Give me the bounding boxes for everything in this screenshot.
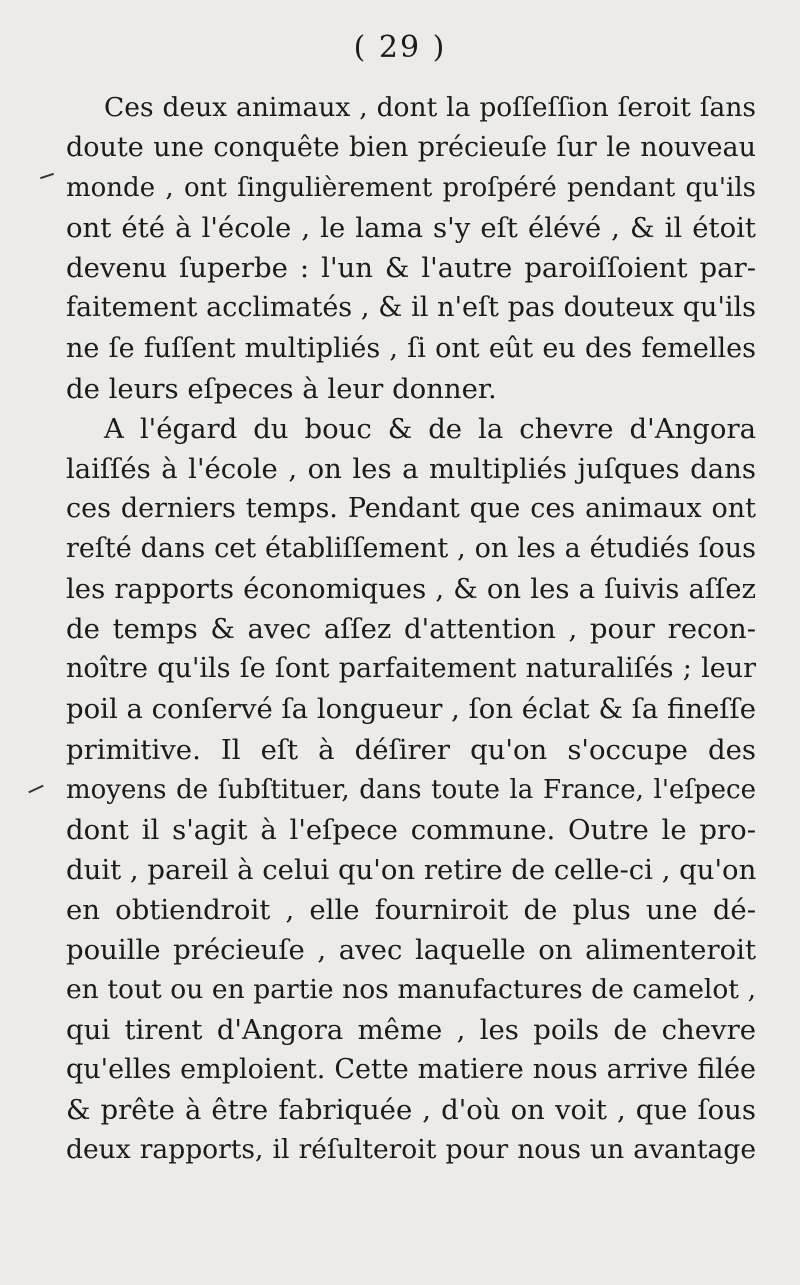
text-line: poil a conſervé ſa longueur , ſon éclat & ſa fineſſe [66,693,756,726]
page-number: ( 29 ) [353,30,447,65]
body-text [66,88,756,1171]
text-line: qu'elles emploient. Cette matiere nous arrive filée [66,1054,756,1086]
text-line: laiſſés à l'école , on les a multipliés juſques dans [66,452,756,485]
text-line: doute une conquête bien précieuſe ſur le nouveau [66,132,756,164]
text-line: qui tirent d'Angora même , les poils de chevre [66,1014,756,1047]
text-line: en tout ou en partie nos manufactures de camelot , [66,974,756,1006]
text-line: ne ſe fuſſent multipliés , ſi ont eût eu des femelles [66,332,756,364]
text-line: & prête à être fabriquée , d'où on voit , que ſous [66,1094,756,1127]
text-line: noître qu'ils ſe ſont parfaitement naturaliſés ; leur [66,653,756,685]
margin-mark [40,173,54,179]
text-line: reſté dans cet établiſſement , on les a étudiés ſous [66,533,756,565]
text-line: monde , ont ſingulièrement proſpéré pendant qu'ils [66,173,756,204]
text-line: moyens de ſubſtituer, dans toute la France, l'eſpece [66,774,756,805]
text-line: dont il s'agit à l'eſpece commune. Outre le pro- [66,813,756,846]
text-line: de temps & avec aſſez d'attention , pour recon- [66,613,756,646]
text-line: devenu ſuperbe : l'un & l'autre paroiſſoient par- [66,252,756,285]
text-line: deux rapports, il réſulteroit pour nous un avantage [66,1134,756,1166]
margin-mark [28,785,43,794]
text-line: les rapports économiques , & on les a ſuivis aſſez [66,573,756,606]
text-line: primitive. Il eſt à déſirer qu'on s'occupe des [66,733,756,766]
text-line: en obtiendroit , elle fourniroit de plus une dé- [66,893,756,926]
text-line: Ces deux animaux , dont la poſſeſſion ſeroit ſans [104,92,756,123]
text-line: de leurs eſpeces à leur donner. [66,372,497,405]
text-line: duit , pareil à celui qu'on retire de celle-ci , qu'on [66,853,756,886]
text-line: ces derniers temps. Pendant que ces animaux ont [66,492,756,524]
text-line: pouille précieuſe , avec laquelle on alimenteroit [66,933,756,966]
text-line: A l'égard du bouc & de la chevre d'Angora [104,412,756,445]
text-line: ont été à l'école , le lama s'y eſt élévé , & il étoit [66,212,756,245]
text-line: faitement acclimatés , & il n'eſt pas douteux qu'ils [66,292,756,324]
